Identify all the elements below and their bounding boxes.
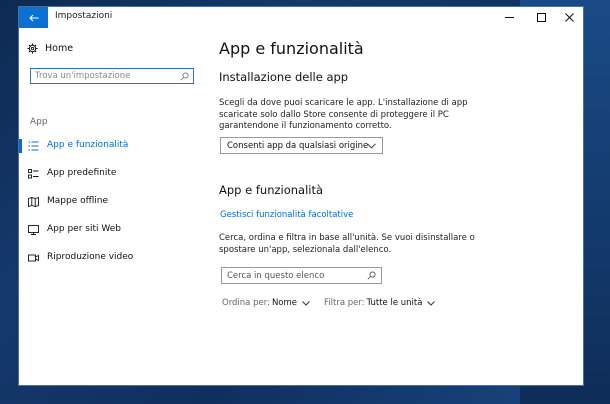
chevron-down-icon <box>367 143 376 149</box>
sidebar-item-label: App e funzionalità <box>47 140 129 150</box>
sort-control[interactable] <box>222 298 310 308</box>
sidebar-item-offline-maps[interactable] <box>19 193 209 211</box>
sidebar-item-label: App predefinite <box>47 168 117 178</box>
sidebar-item-web-apps[interactable] <box>19 221 209 239</box>
apps-heading: App e funzionalità <box>219 183 324 197</box>
back-button[interactable] <box>19 7 48 28</box>
apps-search-input[interactable] <box>227 270 362 282</box>
maximize-button[interactable] <box>527 7 556 28</box>
main-content <box>219 28 579 385</box>
install-source-dropdown[interactable] <box>220 137 383 154</box>
apps-search-box[interactable] <box>221 267 382 284</box>
map-icon <box>28 197 39 207</box>
video-icon <box>28 253 39 263</box>
close-button[interactable] <box>555 7 584 28</box>
sidebar-item-label: Riproduzione video <box>47 252 134 262</box>
home-label: Home <box>45 43 74 54</box>
settings-window <box>19 7 583 385</box>
sort-value: Nome <box>271 298 298 308</box>
settings-search-input[interactable] <box>35 70 175 82</box>
section-label-app: App <box>30 117 48 127</box>
maximize-icon <box>537 13 546 22</box>
sidebar-item-default-apps[interactable] <box>19 165 209 183</box>
filter-control[interactable] <box>324 298 435 308</box>
default-apps-icon <box>28 169 39 179</box>
install-description: Scegli da dove puoi scaricare le app. L'installazione di app scaricate solo dallo Store consente di proteggere il PC garantendone il funzionamento corretto. <box>219 98 468 131</box>
minimize-button[interactable] <box>495 7 524 28</box>
chevron-down-icon <box>302 301 310 306</box>
sidebar-item-label: App per siti Web <box>47 224 121 234</box>
list-icon <box>28 141 39 151</box>
window-title: Impostazioni <box>55 11 113 21</box>
web-app-icon <box>28 225 39 235</box>
sidebar-item-video-playback[interactable] <box>19 249 209 267</box>
install-source-value: Consenti app da qualsiasi origine <box>227 141 369 151</box>
page-title: App e funzionalità <box>219 39 364 58</box>
filter-label: Filtra per: <box>324 298 365 308</box>
filter-value: Tutte le unità <box>366 298 423 308</box>
back-arrow-icon <box>29 14 39 22</box>
apps-description: Cerca, ordina e filtra in base all'unità. Se vuoi disinstallare o spostare un'app, selezionala dall'elenco. <box>219 233 475 255</box>
sort-label: Ordina per: <box>222 298 270 308</box>
sidebar <box>19 28 209 385</box>
gear-icon <box>27 43 38 54</box>
search-icon <box>180 72 189 81</box>
manage-optional-features-link[interactable]: Gestisci funzionalità facoltative <box>220 210 354 220</box>
settings-search-box[interactable] <box>30 68 194 84</box>
title-bar <box>19 7 583 28</box>
sidebar-item-app-features[interactable] <box>19 137 209 155</box>
active-indicator <box>19 139 22 153</box>
close-icon <box>565 13 574 22</box>
sidebar-item-label: Mappe offline <box>47 196 109 206</box>
install-heading: Installazione delle app <box>219 70 349 84</box>
search-icon <box>367 271 376 280</box>
chevron-down-icon <box>427 301 435 306</box>
minimize-icon <box>505 13 514 22</box>
home-nav-item[interactable] <box>27 43 73 54</box>
